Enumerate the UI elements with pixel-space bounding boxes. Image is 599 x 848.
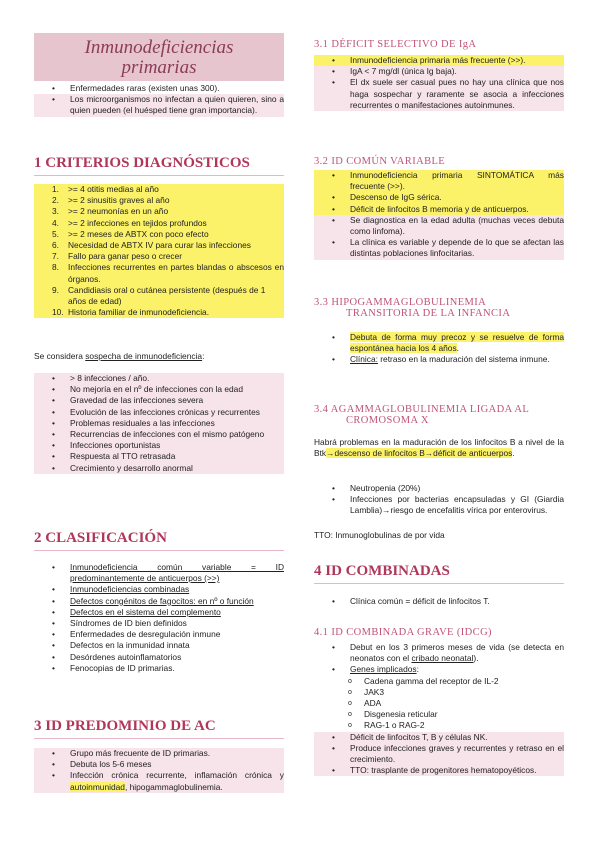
classification-list (34, 562, 284, 674)
list-item: 4. >= 2 infecciones en tejidos profundos (34, 218, 284, 229)
divider (34, 175, 284, 176)
list-item: • Genes implicados: (314, 664, 564, 675)
list-item: • Fenocopias de ID primarias. (34, 663, 284, 674)
section-4-1-heading: 4.1 ID COMBINADA GRAVE (IDCG) (314, 627, 492, 638)
list-item: • Debuta los 5-6 meses (34, 759, 284, 770)
divider (34, 738, 284, 739)
list-item: • Debuta de forma muy precoz y se resuelve de forma espontánea hacia los 4 años. (314, 332, 564, 354)
list-item: • Déficit de linfocitos T, B y células NK. (314, 732, 564, 743)
list-item: • Enfermedades raras (existen unas 300). (34, 83, 284, 94)
list-item: • Defectos congénitos de fagocitos: en nº o función (34, 596, 284, 607)
list-item: • Enfermedades de desregulación inmune (34, 629, 284, 640)
section-1-heading: 1 CRITERIOS DIAGNÓSTICOS (34, 155, 250, 171)
divider (34, 550, 284, 551)
title-box (34, 33, 284, 81)
intro-list (34, 83, 284, 117)
list-item: • Clínica común = déficit de linfocitos T. (314, 596, 564, 607)
divider (314, 583, 564, 584)
list-item: • Infecciones por bacterias encapsuladas y GI (Giardia Lamblia)→riesgo de encefalitis vírica por enterovirus. (314, 494, 564, 516)
sub-list-item: o RAG-1 o RAG-2 (314, 720, 564, 731)
list-item: 9. Candidiasis oral o cutánea persistente (después de 1 años de edad) (34, 285, 284, 307)
section-3-3-heading: 3.3 HIPOGAMMAGLOBULINEMIA TRANSITORIA DE LA INFANCIA (314, 297, 511, 319)
list-item: • Desórdenes autoinflamatorios (34, 652, 284, 663)
list-item: • TTO: trasplante de progenitores hematopoyéticos. (314, 765, 564, 776)
list-item: • Respuesta al TTO retrasada (34, 451, 284, 462)
list-item: • > 8 infecciones / año. (34, 373, 284, 384)
sub-list-item: o Disgenesia reticular (314, 709, 564, 720)
list-item: • Problemas residuales a las infecciones (34, 418, 284, 429)
list-item: • Inmunodeficiencia primaria SINTOMÁTICA más frecuente (>>). (314, 170, 564, 192)
sub-list-item: o ADA (314, 698, 564, 709)
list-item: 6. Necesidad de ABTX IV para curar las infecciones (34, 240, 284, 251)
idcg-list (314, 642, 564, 776)
list-item: • Infección crónica recurrente, inflamación crónica y autoinmunidad, hipogammaglobulinemia. (34, 770, 284, 792)
list-item: 5. >= 2 meses de ABTX con poco efecto (34, 229, 284, 240)
list-item: • Gravedad de las infecciones severa (34, 395, 284, 406)
xla-treatment: TTO: Inmunoglobulinas de por vida (314, 530, 445, 540)
section-3-1-heading: 3.1 DÉFICIT SELECTIVO DE IgA (314, 39, 477, 50)
list-item: • La clínica es variable y depende de lo que se afectan las distintas poblaciones linfocitarias. (314, 237, 564, 259)
icv-list (314, 170, 564, 260)
sub-list-item: o Cadena gamma del receptor de IL-2 (314, 676, 564, 687)
section-3-2-heading: 3.2 ID COMÚN VARIABLE (314, 156, 446, 167)
doc-title-line1: Inmunodeficiencias (84, 37, 234, 58)
list-item: • IgA < 7 mg/dl (única Ig baja). (314, 66, 564, 77)
ac-list (34, 748, 284, 793)
list-item: 3. >= 2 neumonías en un año (34, 206, 284, 217)
suspicion-list (34, 373, 284, 474)
list-item: • Infecciones oportunistas (34, 440, 284, 451)
list-item: 1. >= 4 otitis medias al año (34, 184, 284, 195)
transient-list (314, 332, 564, 366)
section-4-heading: 4 ID COMBINADAS (314, 563, 450, 579)
combined-list (314, 596, 564, 607)
list-item: • Debut en los 3 primeros meses de vida (se detecta en neonatos con el cribado neonatal). (314, 642, 564, 664)
list-item: • Los microorganismos no infectan a quien quieren, sino a quien pueden (el huésped tiene gran importancia). (34, 94, 284, 116)
list-item: • Crecimiento y desarrollo anormal (34, 463, 284, 474)
list-item: • Inmunodeficiencia primaria más frecuente (>>). (314, 55, 564, 66)
list-item: • Se diagnostica en la edad adulta (muchas veces debuta como linfoma). (314, 215, 564, 237)
list-item: • Defectos en el sistema del complemento (34, 607, 284, 618)
list-item: • Inmunodeficiencias combinadas (34, 584, 284, 595)
xla-paragraph: Habrá problemas en la maduración de los linfocitos B a nivel de la Btk→descenso de linfocitos B→déficit de anticuerpos. (314, 437, 564, 459)
list-item: • Descenso de IgG sérica. (314, 192, 564, 203)
list-item: • Evolución de las infecciones crónicas y recurrentes (34, 407, 284, 418)
list-item: 10. Historia familiar de inmunodeficiencia. (34, 307, 284, 318)
list-item: 2. >= 2 sinusitis graves al año (34, 195, 284, 206)
doc-title-line2: primarias (121, 57, 197, 78)
list-item: • Neutropenia (20%) (314, 483, 564, 494)
list-item: • Produce infecciones graves y recurrentes y retraso en el crecimiento. (314, 743, 564, 765)
list-item: 8. Infecciones recurrentes en partes blandas o abscesos en órganos. (34, 262, 284, 284)
list-item: • Grupo más frecuente de ID primarias. (34, 748, 284, 759)
sub-list-item: o JAK3 (314, 687, 564, 698)
list-item: 7. Fallo para ganar peso o crecer (34, 251, 284, 262)
section-2-heading: 2 CLASIFICACIÓN (34, 530, 167, 546)
list-item: • No mejoría en el nº de infecciones con la edad (34, 384, 284, 395)
suspicion-note: Se considera sospecha de inmunodeficiencia: (34, 351, 205, 361)
list-item: • Déficit de linfocitos B memoria y de anticuerpos. (314, 204, 564, 215)
list-item: • Defectos en la inmunidad innata (34, 640, 284, 651)
criteria-list (34, 184, 284, 318)
section-3-4-heading: 3.4 AGAMMAGLOBULINEMIA LIGADA AL CROMOSOMA X (314, 404, 530, 426)
list-item: • El dx suele ser casual pues no hay una clínica que nos haga sospechar y raramente se asocia a infecciones recurrentes o manifestaciones autoinmunes. (314, 77, 564, 111)
list-item: • Inmunodeficiencia común variable = ID predominantemente de anticuerpos (>>) (34, 562, 284, 584)
list-item: • Clínica: retraso en la maduración del sistema inmune. (314, 354, 564, 365)
list-item: • Recurrencias de infecciones con el mismo patógeno (34, 429, 284, 440)
list-item: • Síndromes de ID bien definidos (34, 618, 284, 629)
section-3-heading: 3 ID PREDOMINIO DE AC (34, 718, 216, 734)
xla-list (314, 483, 564, 517)
iga-list (314, 55, 564, 111)
